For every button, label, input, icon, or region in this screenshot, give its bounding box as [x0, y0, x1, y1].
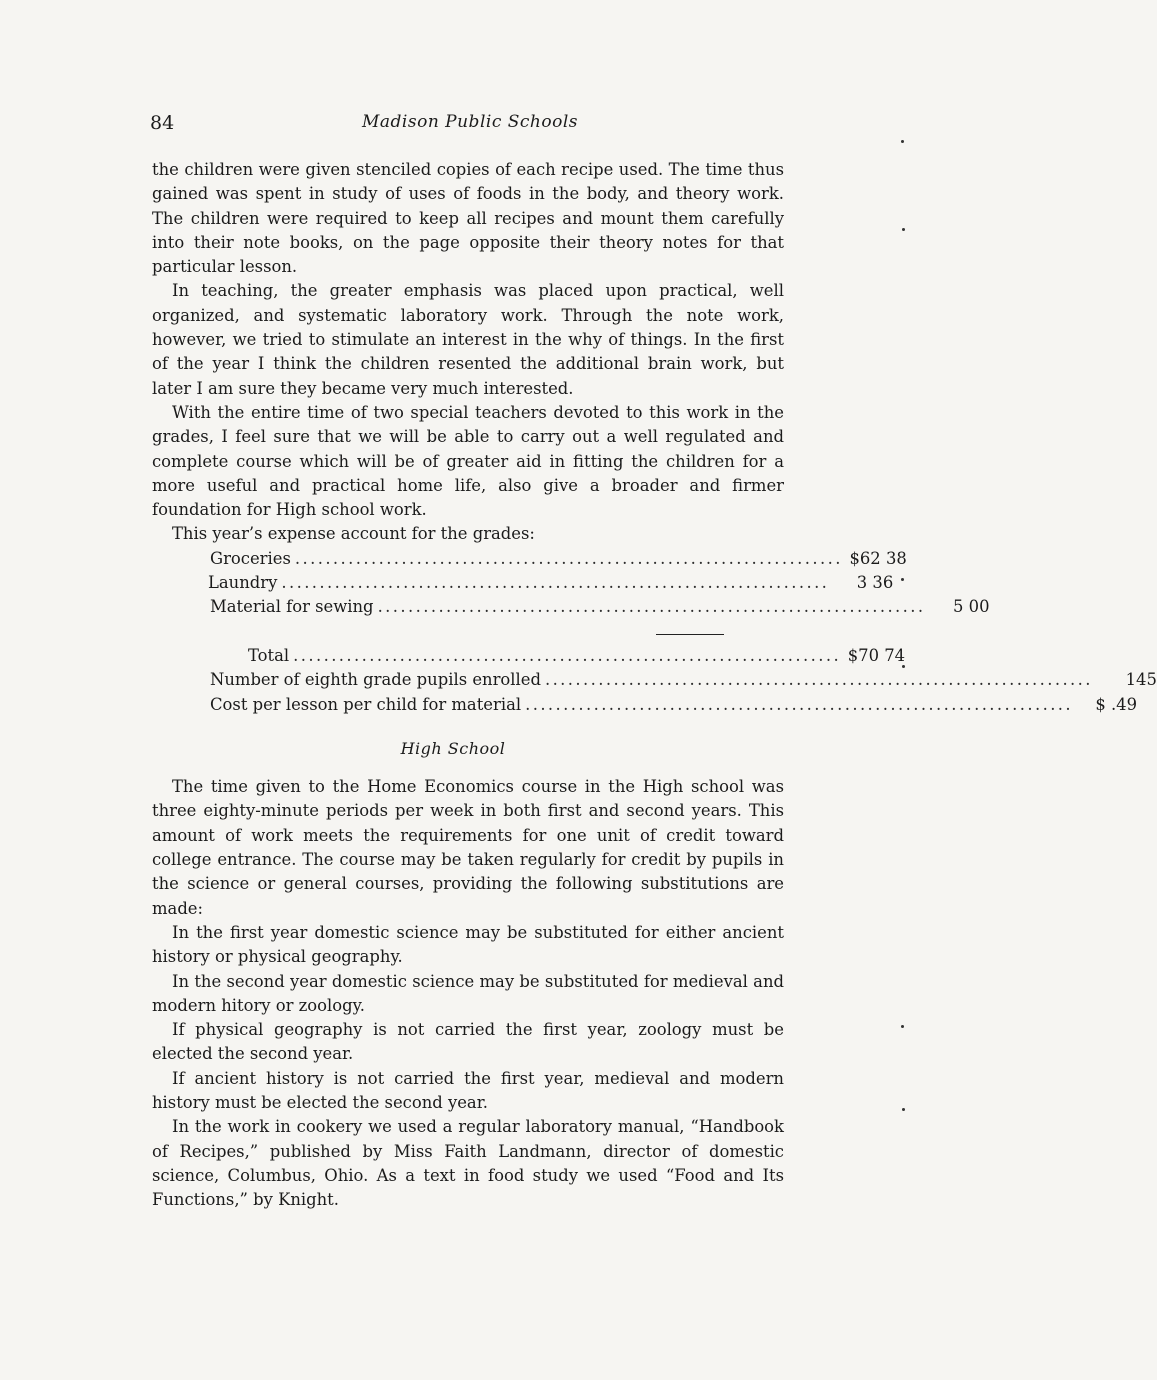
paragraph: With the entire time of two special teachers devoted to this work in the grades, I feel sure that we will be able to carry out a well regulated and complete course which will be of greater aid in fitting the children for a more useful and practical home life, also give a broader and firmer foundation for High school work. — [152, 402, 784, 520]
expense-label: Material for sewing — [210, 597, 374, 617]
paragraph: In the second year domestic science may be substituted for medieval and modern hitory or zoology. — [152, 971, 784, 1015]
cost-label: Cost per lesson per child for material — [210, 694, 522, 714]
expense-row-groceries — [210, 547, 907, 571]
paragraph: The time given to the Home Economics course in the High school was three eighty-minute periods per week in both first and second years. This amount of work meets the requirements for one unit of credit toward college entrance. The course may be taken regularly for credit by pupils in the science or general courses, providing the following substitutions are made: — [152, 777, 784, 918]
expense-row-pupils — [210, 668, 1157, 692]
paragraph: In the first year domestic science may be substituted for either ancient history or physical geography. — [152, 922, 784, 967]
expense-row-laundry — [208, 571, 894, 595]
scan-speck — [901, 140, 904, 143]
total-amount: $70 74 — [847, 645, 906, 665]
sum-rule — [656, 634, 724, 635]
expense-label: Laundry — [208, 573, 278, 593]
expense-row-sewing — [210, 595, 990, 619]
dot-leader: ........................................................................ — [525, 694, 1074, 714]
body-text — [152, 158, 1157, 1212]
pupils-label: Number of eighth grade pupils enrolled — [210, 670, 541, 690]
section-heading: High School — [400, 738, 506, 758]
dot-leader: ........................................................................ — [544, 670, 1093, 690]
expense-row-total — [248, 644, 906, 668]
paragraph: the children were given stenciled copies of each recipe used. The time thus gained was spent in study of uses of foods in the body, and theory work. The children were required to keep all recipes and mount them carefully into their note books, on the page opposite their theory notes for that particular lesson. — [152, 160, 784, 277]
scan-speck — [901, 1025, 904, 1028]
paragraph: In the work in cookery we used a regular laboratory manual, “Handbook of Recipes,” published by Miss Faith Landmann, director of domestic science, Columbus, Ohio. As a text in food study we used “Food and Its Functions,” by Knight. — [152, 1117, 784, 1210]
page-number: 84 — [150, 112, 175, 134]
paragraph: In teaching, the greater emphasis was placed upon practical, well organized, and systematic laboratory work. Through the note work, however, we tried to stimulate an interest in the why of things. In the first of the year I think the children resented the additional brain work, but later I am sure they became very much interested. — [152, 281, 784, 398]
expense-amount: $62 38 — [849, 548, 907, 568]
expense-table — [152, 547, 1157, 717]
scan-speck — [901, 578, 904, 581]
dot-leader: ........................................................................ — [377, 597, 926, 617]
cost-amount: $ .49 — [1095, 694, 1138, 714]
dot-leader: ........................................................................ — [294, 548, 843, 568]
expense-intro: This year’s expense account for the grades: — [172, 524, 535, 544]
expense-label: Groceries — [210, 548, 291, 568]
paragraph: If physical geography is not carried the first year, zoology must be elected the second year. — [152, 1020, 784, 1064]
total-label: Total — [248, 645, 290, 665]
dot-leader: ........................................................................ — [281, 573, 830, 593]
expense-row-cost — [210, 693, 1138, 717]
dot-leader: ........................................................................ — [293, 645, 842, 665]
paragraph: If ancient history is not carried the first year, medieval and modern history must be elected the second year. — [152, 1068, 784, 1112]
scan-speck — [902, 665, 905, 668]
pupils-amount: 145 — [1125, 670, 1157, 690]
expense-amount: 5 00 — [953, 597, 990, 617]
running-title: Madison Public Schools — [362, 112, 578, 132]
scan-speck — [902, 228, 905, 231]
sum-rule-row — [152, 620, 784, 644]
page-header — [150, 110, 790, 138]
scan-speck — [902, 1108, 905, 1111]
expense-amount: 3 36 — [856, 573, 894, 593]
